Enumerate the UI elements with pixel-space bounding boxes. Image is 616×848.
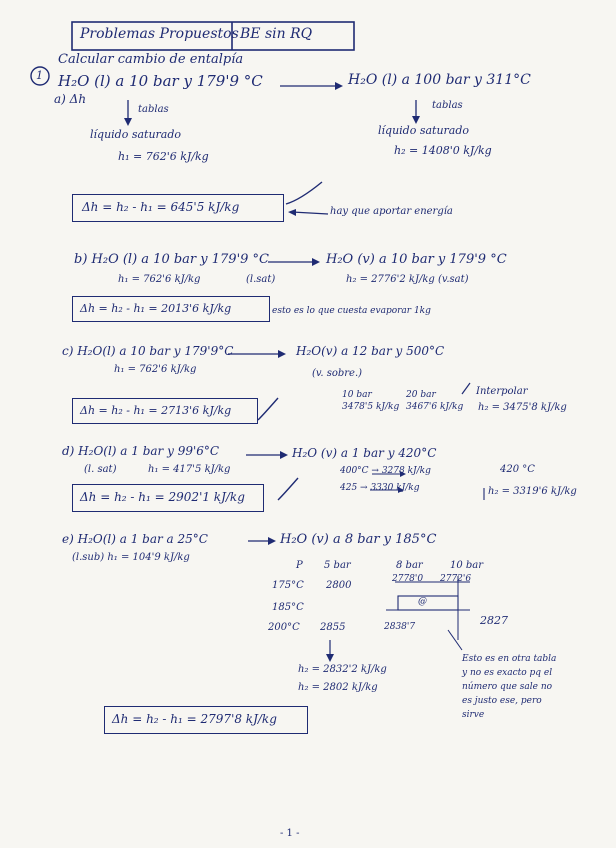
liquid-sat-b: (l.sat) (246, 274, 276, 285)
page-title: Problemas Propuestos (80, 26, 239, 42)
column-10bar-e: 10 bar (450, 560, 484, 571)
temp-200: 200°C (268, 622, 300, 633)
state-initial-b: b) H₂O (l) a 10 bar y 179'9 °C (74, 252, 269, 267)
state-final-b: H₂O (v) a 10 bar y 179'9 °C (326, 252, 507, 267)
interpolate-note: Interpolar (476, 386, 528, 397)
liquid-sat-d: (l. sat) (84, 464, 117, 475)
problem-number: 1 (36, 69, 43, 82)
enthalpy-h2-d: h₂ = 3319'6 kJ/kg (488, 486, 577, 497)
result-a: Δh = h₂ - h₁ = 645'5 kJ/kg (82, 200, 240, 214)
state-initial-e: e) H₂O(l) a 1 bar a 25°C (62, 532, 208, 546)
state-initial-d: d) H₂O(l) a 1 bar y 99'6°C (62, 444, 220, 458)
page-number: - 1 - (280, 828, 300, 839)
column-p: P (296, 560, 303, 571)
value-10bar: 3478'5 kJ/kg (342, 402, 400, 412)
state-final-a: H₂O (l) a 100 bar y 311°C (348, 72, 531, 88)
value-200-8bar: 2838'7 (384, 622, 416, 632)
note-b: esto es lo que cuesta evaporar 1kg (272, 306, 431, 316)
enthalpy-h2-c: h₂ = 3475'8 kJ/kg (478, 402, 567, 413)
result-c: Δh = h₂ - h₁ = 2713'6 kJ/kg (80, 404, 232, 417)
state-final-c: H₂O(v) a 12 bar y 500°C (296, 344, 445, 358)
value-175-10bar: 2772'6 (440, 574, 472, 584)
column-5bar: 5 bar (324, 560, 351, 571)
temp-185: 185°C (272, 602, 304, 613)
table-row-425: 425 → 3330 kJ/kg (340, 483, 420, 493)
result-b: Δh = h₂ - h₁ = 2013'6 kJ/kg (80, 302, 232, 315)
enthalpy-h2-b: h₂ = 2776'2 kJ/kg (v.sat) (346, 274, 469, 285)
state-final-e: H₂O (v) a 8 bar y 185°C (280, 532, 437, 547)
interp-marker: @ (418, 597, 427, 607)
table-row-400: 400°C → 3278 kJ/kg (340, 466, 431, 476)
target-temp-d: 420 °C (500, 464, 535, 475)
enthalpy-h2-e: h₂ = 2802 kJ/kg (298, 682, 378, 693)
tables-note-1: tablas (138, 104, 169, 115)
saturation-note-2: líquido saturado (378, 124, 470, 137)
part-label-a: a) Δh (54, 92, 87, 106)
enthalpy-h2-a: h₂ = 1408'0 kJ/kg (394, 144, 492, 157)
result-e: Δh = h₂ - h₁ = 2797'8 kJ/kg (112, 712, 277, 726)
result-d: Δh = h₂ - h₁ = 2902'1 kJ/kg (80, 490, 245, 504)
value-175-5bar: 2800 (326, 580, 352, 591)
enthalpy-h1-b: h₁ = 762'6 kJ/kg (118, 274, 201, 285)
column-8bar: 8 bar (396, 560, 423, 571)
enthalpy-h1-c: h₁ = 762'6 kJ/kg (114, 364, 197, 375)
problem-heading: Calcular cambio de entalpía (58, 52, 244, 67)
enthalpy-h1-d: h₁ = 417'5 kJ/kg (148, 464, 231, 475)
value-175-8bar: 2778'0 (392, 574, 424, 584)
enthalpy-h1-a: h₁ = 762'6 kJ/kg (118, 150, 209, 163)
superheated-note: (v. sobre.) (312, 368, 363, 379)
state-initial-a: H₂O (l) a 10 bar y 179'9 °C (58, 72, 263, 90)
value-200-10bar: 2827 (480, 614, 508, 627)
column-20bar: 20 bar (406, 390, 436, 400)
state-final-d: H₂O (v) a 1 bar y 420°C (292, 446, 437, 460)
enthalpy-h2-e-interp: h₂ = 2832'2 kJ/kg (298, 664, 387, 675)
temp-175: 175°C (272, 580, 304, 591)
state-initial-c: c) H₂O(l) a 10 bar y 179'9°C (62, 344, 234, 358)
note-a: hay que aportar energía (330, 206, 453, 217)
section-title: BE sin RQ (240, 26, 313, 42)
note-e: Esto es en otra tabla y no es exacto pq el número que sale no es justo ese, pero sirve (462, 654, 557, 720)
subcooled-h1-e: (l.sub) h₁ = 104'9 kJ/kg (72, 552, 190, 563)
column-10bar: 10 bar (342, 390, 372, 400)
saturation-note-1: líquido saturado (90, 128, 182, 141)
value-200-5bar: 2855 (320, 622, 346, 633)
value-20bar: 3467'6 kJ/kg (406, 402, 464, 412)
tables-note-2: tablas (432, 100, 463, 111)
